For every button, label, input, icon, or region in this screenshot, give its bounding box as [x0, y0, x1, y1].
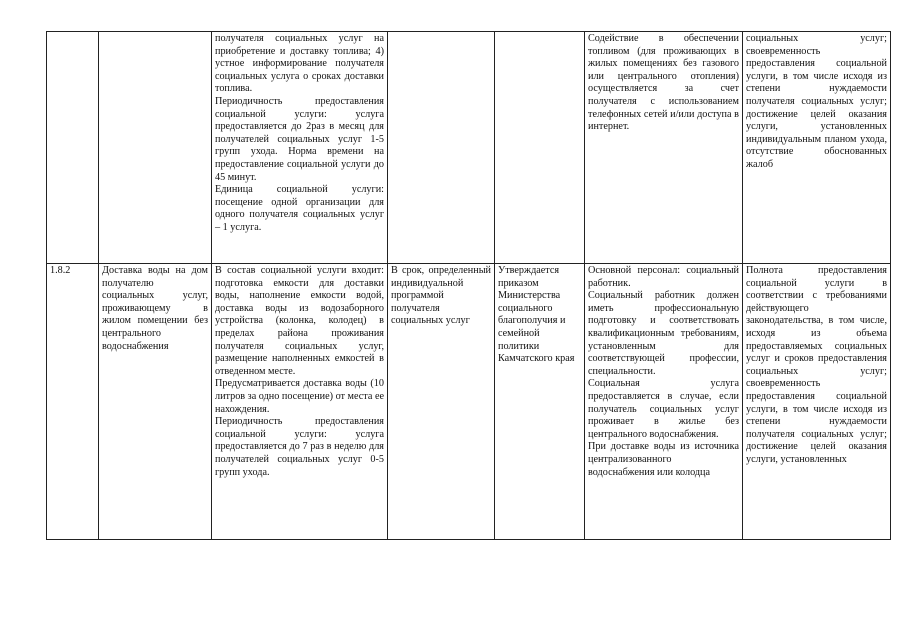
conditions-paragraph: Социальный работник должен иметь профессиональную подготовку и соответствовать квалификационным требованиям, установленным для соответствующей профессии, специальности. — [588, 290, 739, 377]
conditions-paragraph: При доставке воды из источника централизованного водоснабжения или колодца — [588, 441, 739, 478]
service-name-cell: Доставка воды на дом получателю социальных услуг, проживающему в жилом помещении без центрального водоснабжения — [99, 264, 212, 540]
content-paragraph: получателя социальных услуг на приобретение и доставку топлива; 4) устное информирование получателя социальных услуга о сроках доставки топлива. — [215, 33, 384, 95]
content-paragraph: Периодичность предоставления социальной услуги: услуга предоставляется до 2раз в месяц для получателей социальных услуг 1-5 групп ухода. Норма времени на предоставление социальной услуги до 45 минут. — [215, 95, 384, 183]
table-row — [47, 264, 891, 540]
table-row — [47, 32, 891, 264]
service-conditions-cell — [585, 264, 743, 540]
service-basis-cell: Утверждается приказом Министерства социального благополучия и семейной политики Камчатского края — [495, 264, 585, 540]
content-paragraph: Периодичность предоставления социальной услуги: услуга предоставляется до 7 раз в неделю для получателей социальных услуг 0-5 групп ухода. — [215, 416, 384, 478]
service-quality-cell — [743, 264, 891, 540]
conditions-paragraph: Содействие в обеспечении топливом (для проживающих в жилых помещениях без газового или центрального отопления) осуществляется за счет получателя с использованием телефонных сетей и/или доступа в интернет. — [588, 33, 739, 133]
service-content-cell — [212, 264, 388, 540]
service-basis-cell — [495, 32, 585, 264]
service-conditions-cell — [585, 32, 743, 264]
service-number-cell: 1.8.2 — [47, 264, 99, 540]
content-paragraph: В состав социальной услуги входит: подготовка емкости для доставки воды, наполнение емкости водой, доставка воды из водозаборного устройства (колонка, колодец) в пределах района проживания получателя социальных услуг, размещение наполненных емкостей в отведенном месте. — [215, 265, 384, 377]
service-content-cell — [212, 32, 388, 264]
conditions-paragraph: Социальная услуга предоставляется в случае, если получатель социальных услуг проживает в жилье без центрального водоснабжения. — [588, 378, 739, 440]
content-paragraph: Единица социальной услуги: посещение одной организации для одного получателя социальных услуг – 1 услуга. — [215, 184, 384, 233]
service-quality-cell — [743, 32, 891, 264]
service-term-cell — [388, 32, 495, 264]
conditions-paragraph: Основной персонал: социальный работник. — [588, 265, 739, 289]
content-paragraph: Предусматривается доставка воды (10 литров за одно посещение) от места ее нахождения. — [215, 378, 384, 415]
service-term-cell: В срок, определенный индивидуальной программой получателя социальных услуг — [388, 264, 495, 540]
services-standard-table — [46, 31, 891, 540]
service-number-cell — [47, 32, 99, 264]
service-name-cell — [99, 32, 212, 264]
quality-paragraph: социальных услуг; своевременность предоставления социальной услуги, в том числе исходя из степени нуждаемости получателя социальных услуг; достижение целей оказания услуги, установленных индивидуальным планом ухода, отсутствие обоснованных жалоб — [746, 33, 887, 170]
quality-paragraph: Полнота предоставления социальной услуги в соответствии с требованиями действующего законодательства, в том числе, исходя из объема предоставляемых социальных услуг и сроков предоставления социальных услуг; своевременность предоставления социальной услуги, в том числе исходя из степени нуждаемости получателя социальных услуг; достижение целей оказания услуги, установленных — [746, 265, 887, 465]
